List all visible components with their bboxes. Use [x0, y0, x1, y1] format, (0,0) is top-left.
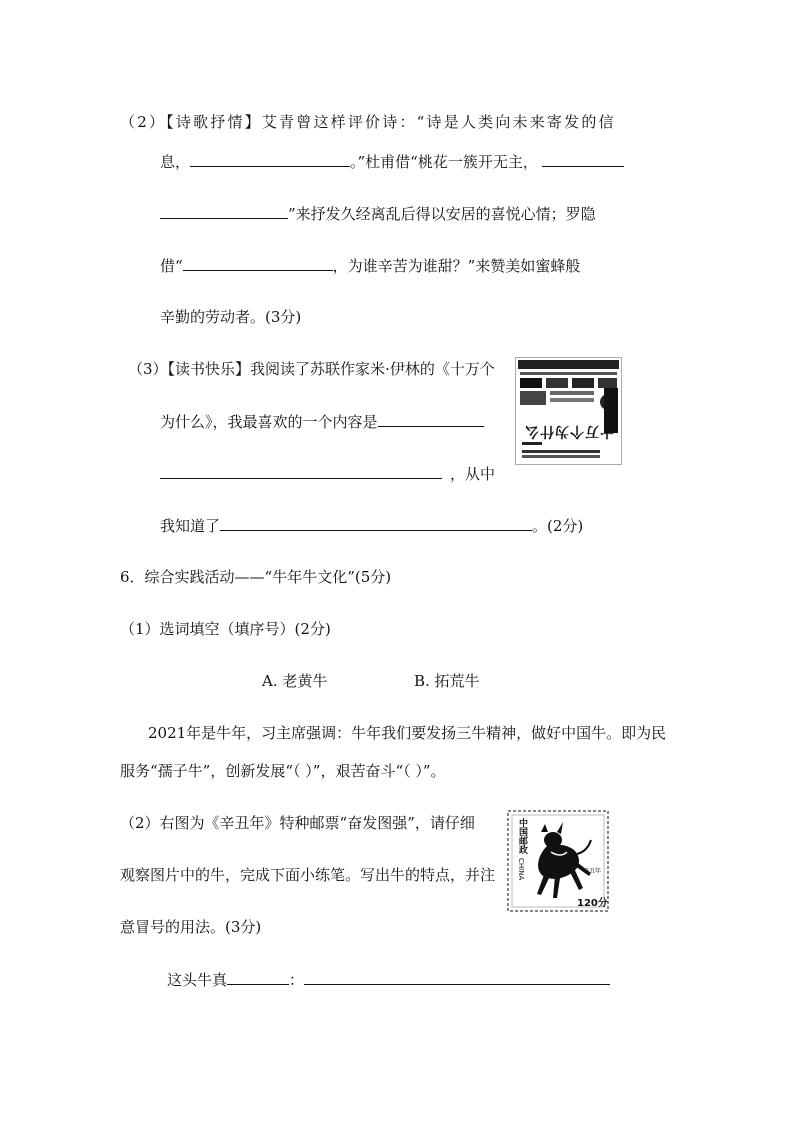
q6-write-prefix: 这头牛真: [167, 971, 228, 989]
q6-sub2-line3: 意冒号的用法。(3分): [120, 918, 262, 936]
q5-2-line2: [160, 151, 624, 172]
q5-3-line2-text: 为什么》，我最喜欢的一个内容是: [160, 413, 378, 431]
q5-2-line2-prefix: 息，: [160, 153, 191, 171]
q5-3-line1: （3）【读书快乐】我阅读了苏联作家米·伊林的《十万个: [128, 360, 495, 378]
q5-3-line3-text: ，从中: [450, 465, 496, 483]
q6-write-line: [167, 969, 610, 990]
answer-blank[interactable]: [160, 203, 288, 219]
q6-para2: 服务“孺子牛”，创新发展“（ ）”，艰苦奋斗“（ ）”。: [120, 762, 446, 780]
q5-2-line3: [160, 203, 596, 224]
q5-3-line3: [160, 463, 495, 484]
book-cover-graphic: [516, 358, 621, 464]
answer-blank[interactable]: [378, 411, 484, 427]
q5-2-line4-suffix: ，为谁辛苦为谁甜？”来赞美如蜜蜂般: [332, 257, 581, 275]
q5-2-line2-suffix: 。”杜甫借“桃花一簇开无主，: [350, 153, 538, 171]
stamp-value-text: 120分: [577, 898, 608, 909]
q5-2-line4: [160, 255, 580, 276]
ox-stamp-image: [507, 810, 609, 912]
q5-2-line5: 辛勤的劳动者。(3分): [160, 308, 302, 326]
book-title-text: 十万个为什么: [524, 423, 614, 439]
answer-blank[interactable]: [304, 969, 610, 985]
answer-blank[interactable]: [160, 463, 442, 479]
book-cover-image: [515, 357, 622, 465]
q6-para1: 2021年是牛年，习主席强调：牛年我们要发扬三牛精神，做好中国牛。即为民: [148, 724, 667, 742]
q6-option-b: B. 拓荒牛: [414, 672, 480, 690]
q5-3-line4-prefix: 我知道了: [160, 517, 221, 535]
stamp-country-text: 中国邮政: [517, 818, 527, 854]
q5-2-line3-text: ”来抒发久经离乱后得以安居的喜悦心情；罗隐: [288, 205, 596, 223]
q5-3-line4-suffix: 。(2分): [532, 517, 584, 535]
stamp-year-text: 辛丑年: [583, 868, 602, 875]
q6-option-a: A. 老黄牛: [262, 672, 328, 690]
q5-3-line4: [160, 515, 583, 536]
q6-write-colon: ：: [289, 971, 305, 989]
answer-blank[interactable]: [183, 255, 333, 271]
q5-2-line4-prefix: 借“: [160, 257, 183, 275]
q6-sub2-line1: （2）右图为《辛丑年》特种邮票“奋发图强”，请仔细: [120, 814, 475, 832]
q5-3-line2: [160, 411, 484, 432]
q5-2-line1: （2）【诗歌抒情】艾青曾这样评价诗：“诗是人类向未来寄发的信: [120, 113, 616, 131]
answer-blank[interactable]: [190, 151, 350, 167]
q6-sub1: （1）选词填空（填序号）(2分): [120, 620, 331, 638]
q6-sub2-line2: 观察图片中的牛，完成下面小练笔。写出牛的特点，并注: [120, 866, 496, 884]
q6-heading: 6．综合实践活动——“牛年牛文化”(5分): [120, 568, 392, 586]
answer-blank[interactable]: [220, 515, 532, 531]
answer-blank[interactable]: [542, 151, 624, 167]
stamp-country-en-text: CHINA: [517, 858, 525, 881]
answer-blank[interactable]: [227, 969, 289, 985]
